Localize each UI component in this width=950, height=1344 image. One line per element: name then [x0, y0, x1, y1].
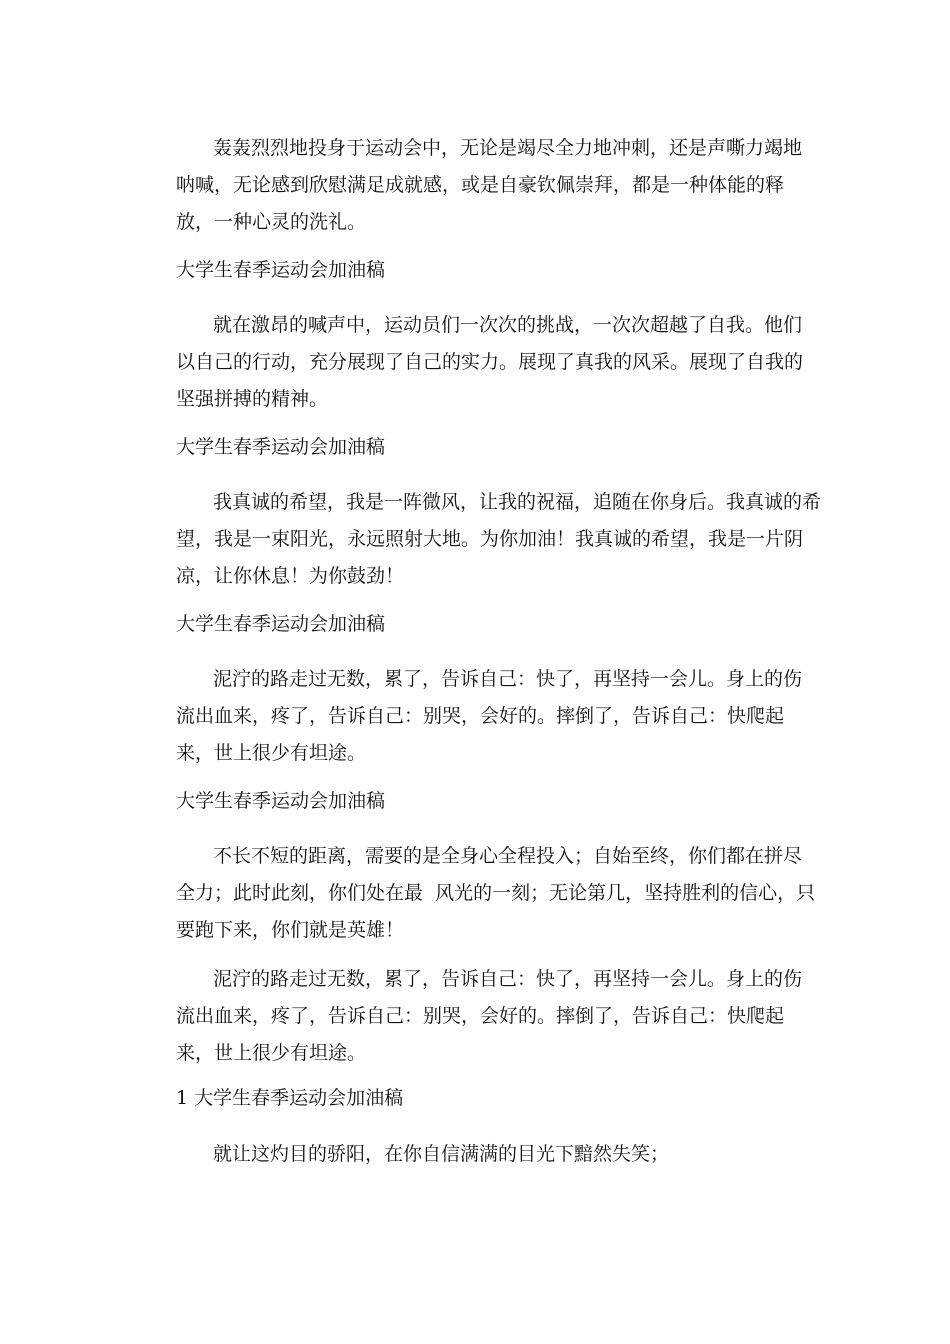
heading-1: 大学生春季运动会加油稿 [176, 259, 386, 281]
heading-5: 1 大学生春季运动会加油稿 [176, 1087, 404, 1109]
paragraph-4: 泥泞的路走过无数，累了，告诉自己：快了，再坚持一会儿。身上的伤流出血来，疼了，告诉自己：别哭，会好的。摔倒了，告诉自己：快爬起来，世上很少有坦途。 [176, 668, 803, 764]
heading-3: 大学生春季运动会加油稿 [176, 613, 386, 635]
paragraph-6: 泥泞的路走过无数，累了，告诉自己：快了，再坚持一会儿。身上的伤流出血来，疼了，告诉自己：别哭，会好的。摔倒了，告诉自己：快爬起来，世上很少有坦途。 [176, 968, 803, 1064]
paragraph-5: 不长不短的距离，需要的是全身心全程投入；自始至终，你们都在拼尽全力；此时此刻，你们处在最 风光的一刻；无论第几，坚持胜利的信心，只要跑下来，你们就是英雄！ [176, 845, 816, 941]
heading-4: 大学生春季运动会加油稿 [176, 790, 386, 812]
paragraph-1: 轰轰烈烈地投身于运动会中，无论是竭尽全力地冲刺，还是声嘶力竭地呐喊，无论感到欣慰满足成就感，或是自豪钦佩崇拜，都是一种体能的释放，一种心灵的洗礼。 [176, 137, 803, 233]
heading-2: 大学生春季运动会加油稿 [176, 436, 386, 458]
paragraph-3: 我真诚的希望，我是一阵微风，让我的祝福，追随在你身后。我真诚的希望，我是一束阳光，永远照射大地。为你加油！我真诚的希望，我是一片阴凉，让你休息！为你鼓劲！ [176, 491, 822, 587]
paragraph-2: 就在激昂的喊声中，运动员们一次次的挑战，一次次超越了自我。他们以自己的行动，充分展现了自己的实力。展现了真我的风采。展现了自我的坚强拼搏的精神。 [176, 314, 804, 410]
paragraph-7: 就让这灼目的骄阳，在你自信满满的目光下黯然失笑； [213, 1143, 670, 1165]
